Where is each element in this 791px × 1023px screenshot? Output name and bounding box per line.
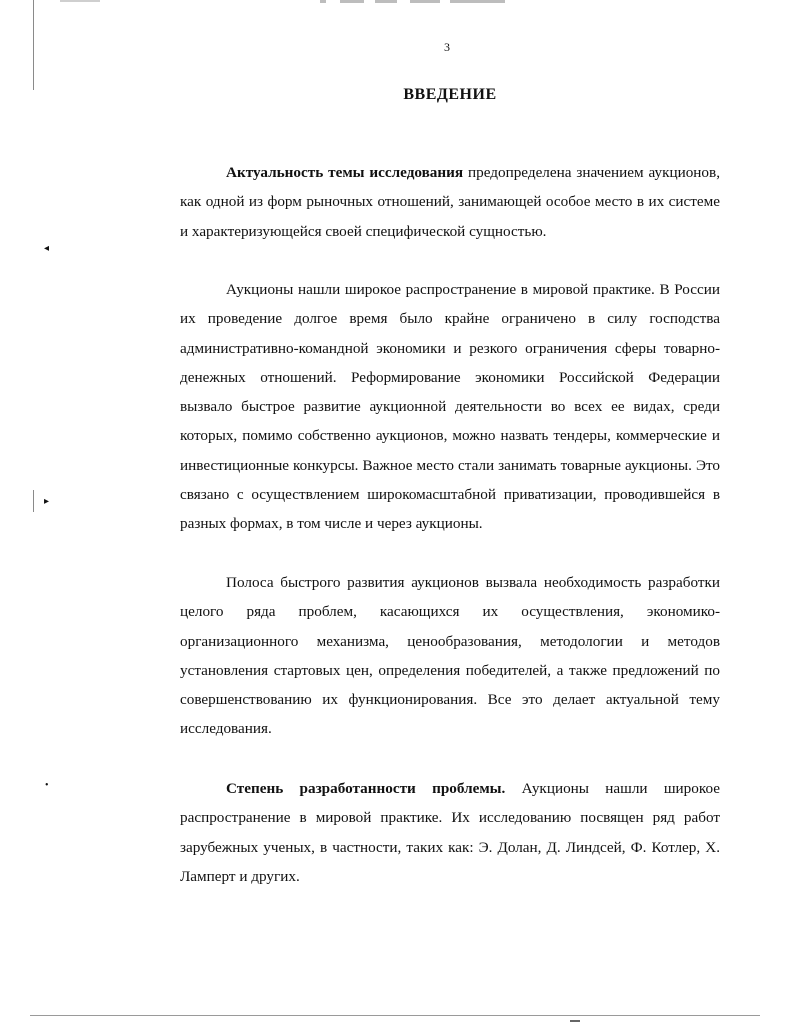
paragraph-text: предопределена значением аукционов, как одной из форм рыночных отношений, занимающей особое место в их системе и характеризующейся своей специфической сущностью. <box>180 164 720 240</box>
paragraph-lead: Актуальность темы исследования <box>226 164 464 181</box>
paragraph-research-degree <box>180 774 720 891</box>
scan-artifact-top <box>300 0 510 5</box>
scan-artifact-bottom-mark <box>570 1020 580 1022</box>
page-title: ВВЕДЕНИЕ <box>403 86 497 103</box>
margin-mark-right-arrow: ▸ <box>44 496 50 507</box>
page-left-edge-mid <box>33 490 34 512</box>
page-number: 3 <box>444 40 450 54</box>
page-left-edge <box>33 0 34 90</box>
paragraph-text: Аукционы нашли широкое распространение в мировой практике. В России их проведение долгое время было крайне ограничено в силу господства административно-командной экономики и резкого ограничения сферы товарно-денежных отношений. Реформирование экономики Российской Федерации вызвало быстрое развитие аукционной деятельности во всех ее видах, среди которых, помимо собственно аукционов, можно назвать тендеры, коммерческие и инвестиционные конкурсы. Важное место стали занимать товарные аукционы. Это связано с осуществлением широкомасштабной приватизации, проводившейся в разных формах, в том числе и через аукционы. <box>180 281 720 533</box>
paragraph-rapid-development <box>180 568 720 744</box>
paragraph-relevance <box>180 158 720 246</box>
scan-artifact-top-left <box>60 0 100 2</box>
paragraph-text: Аукционы нашли широкое распространение в мировой практике. Их исследованию посвящен ряд работ зарубежных ученых, в частности, таких как: Э. Долан, Д. Линдсей, Ф. Котлер, Х. Ламперт и других. <box>180 780 720 885</box>
margin-mark-dot: • <box>45 780 49 791</box>
margin-mark-left-arrow: ◂ <box>44 243 50 254</box>
paragraph-auctions-russia <box>180 275 720 539</box>
scan-artifact-bottom-line <box>30 1015 760 1016</box>
paragraph-lead: Степень разработанности проблемы. <box>226 780 506 797</box>
paragraph-text: Полоса быстрого развития аукционов вызвала необходимость разработки целого ряда проблем, касающихся их осуществления, экономико-организационного механизма, ценообразования, методологии и методов установления стартовых цен, определения победителей, а также предложений по совершенствованию их функционирования. Все это делает актуальной тему исследования. <box>180 574 720 738</box>
